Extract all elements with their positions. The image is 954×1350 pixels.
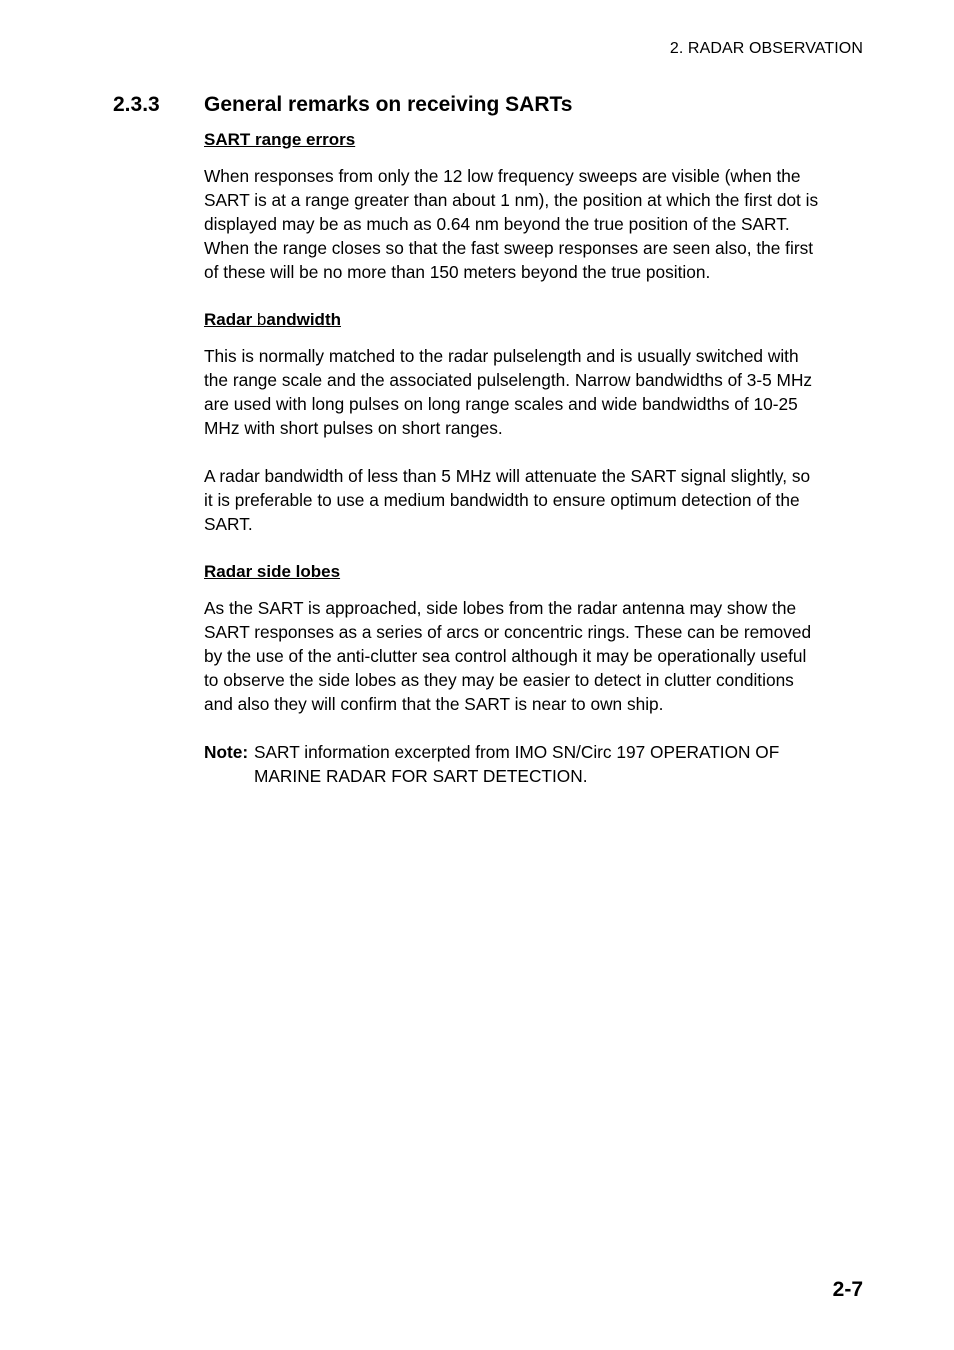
subheading-bandwidth-part1: Radar (204, 310, 257, 329)
subheading-side-lobes: Radar side lobes (204, 562, 341, 581)
section-number: 2.3.3 (113, 93, 160, 116)
subheading-range-errors: SART range errors (204, 130, 356, 149)
subheading-bandwidth-part2: b (256, 310, 267, 329)
section-body (204, 128, 866, 788)
paragraph-bandwidth-1: This is normally matched to the radar pulselength and is usually switched with the range scale and the associated pulselength. Narrow bandwidths of 3-5 MHz are used with long pulses on long range scales and wide bandwidths of 10-25 MHz with short pulses on short ranges. (204, 346, 813, 438)
subheading-bandwidth (204, 308, 866, 332)
note-text: SART information excerpted from IMO SN/Circ 197 OPERATION OF MARINE RADAR FOR SART DETECTION. (254, 742, 780, 786)
subheading-bandwidth-part3: andwidth (266, 310, 341, 329)
note (204, 740, 866, 788)
page-number: 2-7 (832, 1278, 863, 1301)
section-title: General remarks on receiving SARTs (204, 93, 573, 116)
paragraph-range-errors: When responses from only the 12 low frequency sweeps are visible (when the SART is at a range greater than about 1 nm), the position at which the first dot is displayed may be as much as 0.64 nm beyond the true position of the SART. When the range closes so that the fast sweep responses are seen also, the first of these will be no more than 150 meters beyond the true position. (204, 166, 819, 282)
running-head: 2. RADAR OBSERVATION (669, 40, 863, 57)
paragraph-side-lobes: As the SART is approached, side lobes from the radar antenna may show the SART responses as a series of arcs or concentric rings. These can be removed by the use of the anti-clutter sea control although it may be operationally useful to observe the side lobes as they may be easier to detect in clutter conditions and also they will confirm that the SART is near to own ship. (204, 598, 812, 714)
paragraph-bandwidth-2: A radar bandwidth of less than 5 MHz will attenuate the SART signal slightly, so it is preferable to use a medium bandwidth to ensure optimum detection of the SART. (204, 466, 811, 534)
note-label: Note: (204, 742, 249, 762)
